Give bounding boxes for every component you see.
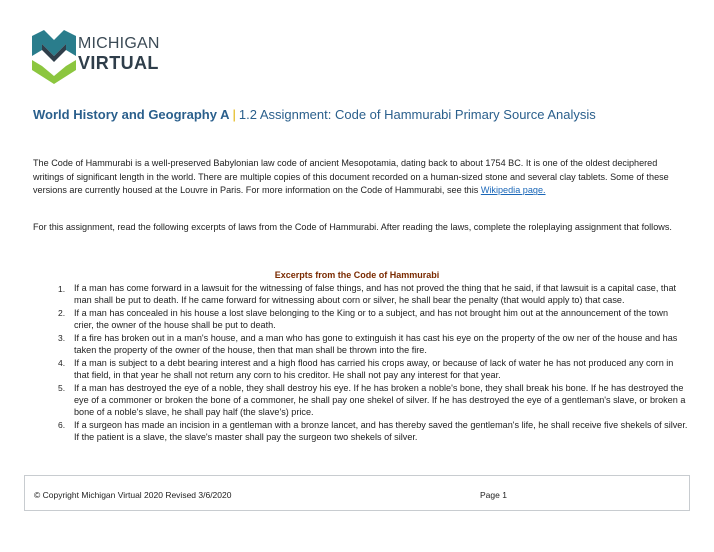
assignment-name: 1.2 Assignment: Code of Hammurabi Primary Source Analysis bbox=[238, 107, 596, 122]
law-number: 5. bbox=[58, 383, 66, 394]
footer-page-number: Page 1 bbox=[480, 490, 507, 500]
law-number: 1. bbox=[58, 283, 66, 294]
excerpts-heading: Excerpts from the Code of Hammurabi bbox=[274, 270, 440, 280]
law-item bbox=[58, 332, 690, 356]
logo-mark-green bbox=[32, 60, 76, 84]
footer-copyright: © Copyright Michigan Virtual 2020 Revised 3/6/2020 bbox=[34, 490, 232, 500]
law-item bbox=[58, 357, 690, 381]
logo-wordmark bbox=[78, 36, 160, 72]
law-number: 6. bbox=[58, 420, 66, 431]
law-item bbox=[58, 419, 690, 443]
page-title bbox=[33, 107, 693, 122]
course-name: World History and Geography A bbox=[33, 107, 230, 122]
law-item bbox=[58, 382, 690, 419]
instructions-paragraph: For this assignment, read the following excerpts of laws from the Code of Hammurabi. After reading the laws, complete the roleplaying assignment that follows. bbox=[33, 222, 672, 232]
law-text: If a surgeon has made an incision in a gentleman with a bronze lancet, and has thereby saved the gentleman's life, he shall receive five shekels of silver. If the patient is a slave, the slave's master shall pay the surgeon two shekels of silver. bbox=[74, 419, 688, 442]
law-number: 2. bbox=[58, 308, 66, 319]
law-text: If a fire has broken out in a man's house, and a man who has gone to extinguish it has cast his eye on the property of the ow ner of the house and has taken the property of the owner of the house, then that man shall be thrown into the fire. bbox=[74, 332, 678, 356]
intro-text: The Code of Hammurabi is a well-preserved Babylonian law code of ancient Mesopotamia, dating back to about 1754 BC. It is one of the oldest deciphered writings of significant length in the world. There are multiple copies of this document recorded on a human-sized stone and several clay tablets. Some of these versions are currently housed at the Louvre in Paris. For more information on the Code of Hammurabi, see this bbox=[33, 158, 669, 196]
page-footer bbox=[24, 475, 690, 511]
law-text: If a man has concealed in his house a lost slave belonging to the King or to a subject, and has not brought him out at the announcement of the town crier, the owner of the house shall be put to death. bbox=[74, 307, 669, 331]
law-number: 4. bbox=[58, 358, 66, 369]
logo-line-2: VIRTUAL bbox=[78, 53, 159, 73]
law-text: If a man is subject to a debt bearing interest and a high flood has carried his crops away, or because of lack of water he has not produced any corn in that field, in that year he shall not return any corn to his creditor. He shall not pay any interest for that year. bbox=[74, 357, 674, 380]
law-number: 3. bbox=[58, 333, 66, 344]
law-text: If a man has come forward in a lawsuit for the witnessing of false things, and has not proved the thing that he said, if that lawsuit is a capital case, that man shall be put to death. If he came forward for witnessing about corn or silver, he shall bear the penalty (that would apply to) that case. bbox=[74, 283, 677, 306]
title-separator: | bbox=[232, 107, 236, 122]
law-item bbox=[58, 307, 690, 331]
law-item bbox=[58, 282, 690, 306]
logo-line-1: MICHIGAN bbox=[78, 35, 160, 52]
intro-paragraph bbox=[33, 157, 685, 198]
logo-mark-teal bbox=[32, 30, 76, 56]
laws-list bbox=[58, 282, 690, 444]
wikipedia-link[interactable]: Wikipedia page. bbox=[480, 185, 546, 196]
law-text: If a man has destroyed the eye of a noble, they shall destroy his eye. If he has broken a noble's bone, they shall break his bone. If he has destroyed the eye of a commoner or broken the bone of a commoner, he shall pay one shekel of silver. If he has destroyed the eye of a gentleman's slave, or broken a bone of a noble's slave, he shall pay half (the slave's) price. bbox=[74, 382, 686, 418]
